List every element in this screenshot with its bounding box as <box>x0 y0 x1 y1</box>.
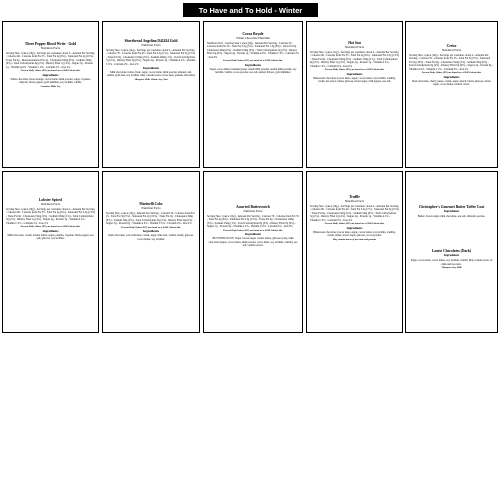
daily-value-note: Percent Daily Values (DV) are based on a 2,000 Calorie diet. <box>223 228 283 232</box>
ingredients-text: Milk chocolate, cream, lobster butter, sugar, paprika, cayenne, black pepper, sea salt, glucose, soy lecithin. <box>7 233 94 241</box>
ingredients-text: Dark chocolate, cola reduction, cream, sugar, lime zest, vanilla, butter, glucose, cocoa butter, soy lecithin. <box>108 234 194 241</box>
daily-value-note: Percent Daily Values (DV) are based on a 2,000 Calorie diet. <box>324 222 385 226</box>
ingredients-heading: Ingredients <box>244 232 262 237</box>
ingredients-text: Sugar, cocoa butter, hazelnut paste, whole milk powder, nonfat milk powder, soy lecithin, vanilla, cocoa powder, sea salt, natural flavors, gold shimmer. <box>209 67 297 75</box>
ingredients-heading: Ingredients <box>142 66 160 71</box>
ingredients-heading: Ingredients <box>42 72 59 77</box>
product-card-8 <box>203 171 303 333</box>
daily-value-note: Percent Daily Values (DV) are based on a 2,000 Calorie diet. <box>20 225 81 229</box>
product-subtitle: Nutrition Facts <box>40 46 61 51</box>
product-name: Assorted Butterscotch <box>235 205 271 209</box>
product-name: Christopher's Gourmet Butter Toffee Coat <box>418 205 485 209</box>
ingredients-text: Butter, brown sugar, milk chocolate, sea salt, almonds, pecans. <box>417 214 486 218</box>
nutrition-facts: Serving Size 1 piece (11g) - Servings per container: about 4 - Amount Per Serving - Calories 60 - Calories from Fat 35 - Total Fat 4g (6%) - Saturated Fat 2.5g (13%) - Trans Fat 0g - Cholesterol 0mg (0%) - Sodium 15mg (1%) - Total Carbohydrate 6g (2%) - Dietary Fiber 1g (4%) - Sugars 4g - Protein 1g - Vitamin A 2% - Vitamin C 0% - Calcium 0% - Iron 6% <box>310 50 399 68</box>
product-name: Lobster Spiced <box>39 198 62 202</box>
product-card-3 <box>203 21 303 168</box>
nutrition-facts: Serving Size 1 piece (12g) - Amount Per Serving - Calories 70 - Calories from Fat 35 - Total Fat 4g (6%) - Saturated Fat 2.5g (13%) - Trans Fat 0g - Cholesterol 10mg (3%) - Sodium 25mg (1%) - Total Carbohydrate 8g (3%) - Dietary Fiber 0g (0%) - Sugars 7g - Protein 0g - Vitamin A 2% - Vitamin C 0% - Calcium 2% - Iron 0% <box>207 214 299 229</box>
daily-value-note: Percent Daily Values (DV) are based on a 2,000 Calorie diet. <box>121 225 181 229</box>
product-card-1 <box>2 21 99 168</box>
product-name: Three Pepper Blood Write - Gold <box>24 42 77 46</box>
daily-value-note: Percent Daily Values (DV) are based on a 2,000 Calorie diet. <box>324 68 385 72</box>
product-subtitle: Nutrition Facts <box>40 202 61 207</box>
ingredients-heading: Ingredients <box>42 228 59 233</box>
ingredients-heading: Ingredients <box>244 62 262 67</box>
ingredients-text: Bittersweet chocolate (cocoa mass, sugar, cocoa butter, soy lecithin, vanilla), cream, butter, invert sugar, glucose, cocoa powder. <box>313 230 396 238</box>
product-name: Hot Sau <box>348 41 361 45</box>
allergen-note: Contains: Milk, Soy <box>40 84 61 88</box>
ingredients-text: BUTTERSCOTCH: Sugar, brown sugar, cream, butter, glucose syrup, milk chocolate (sugar, cocoa butter, milk powder, cocoa mass, soy lecithin, vanilla), sea salt, vanilla extract. <box>208 237 298 248</box>
allergen-note: May contain traces of tree nuts and peanuts <box>332 237 377 241</box>
product-card-9 <box>306 171 403 333</box>
product-subtitle: Nutrition Facts <box>344 199 365 204</box>
nutrition-facts: Serving Size 1 piece (10g) - Servings per container: about 4 - Amount Per Serving - Calories 50 - Calories from Fat 25 - Total Fat 3g (5%) - Saturated Fat 2g (10%) - Trans Fat 0g - Cholesterol 5mg (2%) - Sodium 5mg (0%) - Total Carbohydrate 6g (2%) - Dietary Fiber 0g (0%) - Sugars 5g - Protein 0g - Vitamin A 0% - Vitamin C 2% - Calcium 0% - Iron 2% <box>409 53 494 71</box>
product-name: Cerise <box>446 44 457 48</box>
nutrition-facts: Serving Size 1 piece (12g) - Servings per container: about 4 - Amount Per Serving - Calories 70 - Calories from Fat 40 - Total Fat 4.5g (7%) - Saturated Fat 3g (15%) - Trans Fat 0g - Cholesterol 10mg (3%) - Sodium 20mg (1%) - Total Carbohydrate 7g (2%) - Dietary Fiber 0g (0%) - Sugars 4g - Protein 1g - Vitamin A 2% - Vitamin C 0% - Calcium 2% - Iron 2% <box>106 48 196 66</box>
ingredients-text: Milk chocolate, butter, flour, sugar, cocoa butter, milk powder, almond, salt, vanilla, gold dust, soy lecithin. May contain traces of tree nuts, peanuts and wheat. <box>106 71 196 78</box>
nutrition-facts: Serving Size 1 piece (10g) - Servings per container: about 4 - Amount Per Serving - Calories 60 - Calories from Fat 40 - Total Fat 4.5g (7%) - Saturated Fat 3g (15%) - Trans Fat 0g - Cholesterol 5mg (2%) - Sodium 5mg (0%) - Total Carbohydrate 5g (2%) - Dietary Fiber 1g (4%) - Sugars 4g - Protein 1g - Vitamin A 2% - Vitamin C 0% - Calcium 0% - Iron 4% <box>310 204 399 222</box>
card-spacer <box>409 219 494 249</box>
product-name: Louise Chocolates (Dark) <box>431 249 472 254</box>
product-subtitle: Nutrition Facts <box>344 45 365 50</box>
product-subtitle: Nutrition Facts <box>243 209 263 214</box>
ingredients-text: Dark chocolate, cherry puree, cream, sugar, kirsch, butter, glucose, invert sugar, cocoa butter, natural colors. <box>412 79 491 87</box>
nutrition-facts: Serving Size 1 piece (10g) - Servings per container: about 4 - Amount Per Serving - Calories 60 - Calories from Fat 35 - Total Fat 4g (6%) - Saturated Fat 2g (10%) - Trans Fat 0g - Monounsaturated Fat 1g - Cholesterol 0mg (0%) - Sodium 10mg (0%) - Total Carbohydrate 6g (2%) - Dietary Fiber 1g (4%) - Sugars 5g - Protein 1g - Vitamin A 0% - Vitamin C 0% - Calcium 2% - Iron 4% <box>6 51 95 69</box>
nutrition-facts: Serving Size 1 piece (10g) - Amount Per Serving - Calories 50 - Calories from Fat 25 - Total Fat 3g (5%) - Saturated Fat 2g (10%) - Trans Fat 0g - Cholesterol 0mg (0%) - Sodium 5mg (0%) - Total Carbohydrate 6g (2%) - Dietary Fiber 0g (0%) - Sugars 5g - Protein 0g - Vitamin A 0% - Vitamin C 0% - Calcium 0% - Iron 2% <box>106 211 195 226</box>
nutrition-facts: Serving Size 1 piece (10g) - Servings per container: about 4 - Amount Per Serving - Calories 60 - Calories from Fat 35 - Total Fat 4g (6%) - Saturated Fat 2.5g (13%) - Trans Fat 0g - Cholesterol 5mg (2%) - Sodium 20mg (1%) - Total Carbohydrate 5g (2%) - Dietary Fiber 1g (4%) - Sugars 4g - Protein 1g - Vitamin A 2% - Vitamin C 0% - Calcium 2% - Iron 2% <box>6 207 95 225</box>
daily-value-note: Percent Daily Values (DV) are based on a 2,000 Calorie diet. <box>20 69 81 73</box>
product-card-6 <box>2 171 99 333</box>
product-subtitle: Nutrition Facts <box>141 206 161 211</box>
product-card-7 <box>102 171 200 333</box>
product-name: Truffle <box>349 195 360 199</box>
daily-value-note: Percent Daily Values (DV) are based on a 2,000 Calorie diet. <box>421 71 482 75</box>
allergen-note: Allergens: Milk, Wheat, Soy, Nuts <box>134 77 168 81</box>
ingredients-text: Bittersweet chocolate (cocoa mass, sugar, cocoa butter, soy lecithin, vanilla), cream, hot sauce, butter, glucose, invert sugar, chili pepper, sea salt. <box>313 76 396 84</box>
product-card-2 <box>102 21 200 168</box>
product-subtitle: Ingredients <box>443 253 460 258</box>
page-title: To Have and To Hold - Winter <box>183 3 318 17</box>
product-name: Cocoa Royale <box>242 32 264 36</box>
product-subtitle: Nutrition Facts <box>141 43 161 48</box>
ingredients-text: Sugar, cocoa mass, cocoa butter, soy lecithin, vanilla. May contain traces of milk and tree nuts. <box>410 259 493 266</box>
nutrition-facts: Nutrition Facts - Serving Size 1 piece (9g) - Amount Per Serving - Calories 50 - Calories from Fat 30 - Total Fat 3.5g (5%) - Saturated Fat 1.5g (8%) - Trans Fat 0g - Cholesterol 0mg (0%) - Sodium 10mg (0%) - Total Carbohydrate 5g (2%) - Dietary Fiber 0g (0%) - Sugars 4g - Protein 1g - Vitamin A 0% - Vitamin C 0% - Calcium 2% - Iron 0% <box>207 41 299 59</box>
product-name: Shortbread Angelina D42424 Gold <box>124 39 178 43</box>
product-card-5 <box>405 21 498 168</box>
ingredients-heading: Ingredients <box>346 71 363 76</box>
daily-value-note: Percent Daily Values (DV) are based on a 2,000 Calorie diet. <box>223 59 283 63</box>
allergen-note: Allergens: Soy, Milk <box>441 265 462 269</box>
product-subtitle: Nutrition Facts <box>441 48 462 53</box>
ingredients-heading: Ingredients <box>142 229 160 234</box>
product-subtitle: White Chocolate Hazelnut <box>236 36 270 41</box>
ingredients-heading: Ingredients <box>443 74 460 79</box>
ingredients-heading: Ingredients <box>346 225 363 230</box>
product-card-4 <box>306 21 403 168</box>
product-card-10 <box>405 171 498 333</box>
product-name: Marinelli Coke <box>139 202 163 206</box>
product-subtitle: Ingredients <box>443 209 460 214</box>
ingredients-text: White chocolate, blood orange, cocoa butter, milk powder, sugar, cayenne, chipotle, black pepper, gold shimmer, soy lecithin, vanilla. <box>10 77 91 85</box>
